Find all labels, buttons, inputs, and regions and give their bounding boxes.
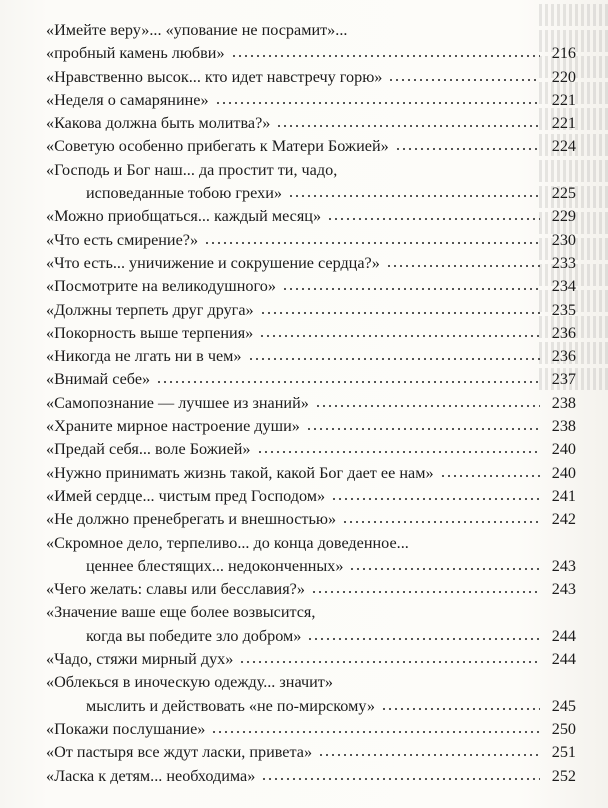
toc-entry-line: [46, 89, 576, 112]
toc-page-number: 240: [551, 463, 576, 482]
toc-entry-title: «пробный камень любви»: [46, 44, 225, 63]
toc-page-number: 221: [551, 114, 576, 133]
toc-entry-line: [46, 42, 576, 65]
toc-entry-line: [46, 229, 576, 252]
toc-entry: [46, 345, 576, 368]
toc-entry-line: [46, 532, 576, 555]
toc-entry-title: «Покажи послушание»: [46, 719, 206, 738]
dot-leader: [331, 487, 540, 501]
toc-page-number: 242: [551, 510, 576, 529]
toc-entry-title: «Какова должна быть молитва?»: [46, 114, 271, 133]
dot-leader: [386, 254, 540, 268]
toc-entry-title: «Чадо, стяжи мирный дух»: [46, 650, 234, 669]
toc-entry-continuation-line: [46, 555, 576, 578]
toc-entry-line: [46, 135, 576, 158]
toc-page-number: 216: [551, 44, 576, 63]
dot-leader: [306, 417, 540, 431]
dot-leader: [318, 743, 540, 757]
table-of-contents: [46, 19, 576, 788]
toc-entry-title: «Нравственно высок... кто идет навстречу горю»: [46, 67, 383, 86]
toc-entry-title: когда вы победите зло добром»: [86, 626, 302, 645]
toc-entry-line: [46, 438, 576, 461]
dot-leader: [307, 627, 540, 641]
toc-entry: [46, 205, 576, 228]
toc-entry-line: [46, 508, 576, 531]
toc-entry-title: исповеданные тобою грехи»: [86, 184, 282, 203]
dot-leader: [315, 394, 540, 408]
toc-entry-title: «Не должно пренебрегать и внешностью»: [46, 510, 337, 529]
toc-entry: [46, 462, 576, 485]
toc-entry-title: «Значение ваше еще более возвысится,: [46, 603, 316, 622]
toc-entry: [46, 508, 576, 531]
toc-entry-line: [46, 66, 576, 89]
toc-entry-line: [46, 252, 576, 275]
dot-leader: [211, 720, 540, 734]
toc-page-number: 245: [551, 696, 576, 715]
toc-entry: [46, 532, 576, 579]
toc-entry-title: «Внимай себе»: [46, 370, 151, 389]
toc-entry-line: [46, 485, 576, 508]
toc-entry-title: «Господь и Бог наш... да простит ти, чадо,: [46, 160, 338, 179]
toc-entry-title: «Самопознание — лучшее из знаний»: [46, 393, 309, 412]
toc-entry-continuation-line: [46, 695, 576, 718]
toc-entry-line: [46, 601, 576, 624]
toc-page-number: 238: [551, 393, 576, 412]
toc-entry: [46, 485, 576, 508]
dot-leader: [239, 650, 540, 664]
toc-entry-line: [46, 322, 576, 345]
toc-page-number: 252: [551, 766, 576, 785]
toc-entry-line: [46, 19, 576, 42]
toc-entry-title: «Нужно принимать жизнь такой, какой Бог дает ее нам»: [46, 463, 434, 482]
dot-leader: [395, 137, 540, 151]
dot-leader: [288, 184, 540, 198]
toc-page-number: 230: [551, 230, 576, 249]
toc-page-number: 234: [551, 277, 576, 296]
toc-page-number: 221: [551, 90, 576, 109]
toc-entry: [46, 392, 576, 415]
toc-page-number: 235: [551, 300, 576, 319]
toc-entry-continuation-line: [46, 182, 576, 205]
dot-leader: [327, 207, 540, 221]
toc-entry-line: [46, 648, 576, 671]
toc-entry-title: «От пастыря все ждут ласки, привета»: [46, 743, 313, 762]
dot-leader: [257, 440, 540, 454]
toc-entry-title: «Неделя о самарянине»: [46, 90, 209, 109]
toc-entry-line: [46, 462, 576, 485]
toc-entry-title: «Ласка к детям... необходима»: [46, 766, 256, 785]
toc-page-number: 241: [551, 486, 576, 505]
toc-entry-title: «Что есть смирение?»: [46, 230, 199, 249]
toc-entry-line: [46, 299, 576, 322]
dot-leader: [342, 510, 540, 524]
toc-page-number: 224: [551, 137, 576, 156]
toc-entry: [46, 19, 576, 42]
dot-leader: [282, 277, 540, 291]
dot-leader: [259, 324, 540, 338]
toc-entry-title: «Облекься в иноческую одежду... значит»: [46, 673, 333, 692]
toc-entry-line: [46, 275, 576, 298]
dot-leader: [276, 114, 540, 128]
dot-leader: [215, 91, 540, 105]
toc-entry-line: [46, 415, 576, 438]
toc-entry-title: «Имей сердце... чистым пред Господом»: [46, 486, 326, 505]
toc-entry: [46, 578, 576, 601]
toc-entry: [46, 135, 576, 158]
toc-page-number: 238: [551, 417, 576, 436]
toc-page-number: 240: [551, 440, 576, 459]
toc-entry: [46, 275, 576, 298]
dot-leader: [311, 580, 540, 594]
toc-entry: [46, 601, 576, 648]
toc-entry-title: «Храните мирное настроение души»: [46, 417, 300, 436]
toc-entry-title: «Предай себя... воле Божией»: [46, 440, 251, 459]
toc-entry: [46, 112, 576, 135]
toc-entry: [46, 159, 576, 206]
toc-entry-line: [46, 205, 576, 228]
toc-entry: [46, 42, 576, 65]
toc-entry: [46, 89, 576, 112]
dot-leader: [260, 301, 540, 315]
toc-page-number: 233: [551, 253, 576, 272]
toc-entry: [46, 671, 576, 718]
toc-entry-line: [46, 718, 576, 741]
toc-page-number: 244: [551, 650, 576, 669]
toc-entry: [46, 368, 576, 391]
toc-entry-title: «Советую особенно прибегать к Матери Божией»: [46, 137, 389, 156]
toc-entry-line: [46, 159, 576, 182]
toc-entry-title: «Скромное дело, терпеливо... до конца доведенное...: [46, 533, 409, 552]
toc-entry-continuation-line: [46, 625, 576, 648]
toc-entry: [46, 415, 576, 438]
toc-entry-title: «Никогда не лгать ни в чем»: [46, 347, 242, 366]
dot-leader: [156, 370, 540, 384]
toc-entry: [46, 229, 576, 252]
toc-entry-title: мыслить и действовать «не по-мирскому»: [86, 696, 375, 715]
toc-entry-title: «Должны терпеть друг друга»: [46, 300, 254, 319]
toc-entry-line: [46, 112, 576, 135]
toc-page-number: 225: [551, 184, 576, 203]
toc-entry-title: «Можно приобщаться... каждый месяц»: [46, 207, 322, 226]
toc-entry-title: ценнее блестящих... недоконченных»: [86, 556, 344, 575]
dot-leader: [261, 767, 540, 781]
toc-entry-title: «Имейте веру»... «упование не посрамит»...: [46, 21, 348, 39]
toc-entry-title: «Чего желать: славы или бесславия?»: [46, 580, 305, 599]
toc-entry: [46, 648, 576, 671]
toc-entry: [46, 66, 576, 89]
dot-leader: [440, 464, 540, 478]
toc-page-number: 229: [551, 207, 576, 226]
dot-leader: [381, 697, 540, 711]
toc-page-number: 243: [551, 556, 576, 575]
toc-entry: [46, 299, 576, 322]
toc-entry: [46, 322, 576, 345]
toc-page-number: 251: [551, 743, 576, 762]
toc-page-number: 244: [551, 626, 576, 645]
dot-leader: [388, 68, 540, 82]
toc-entry-line: [46, 741, 576, 764]
toc-page-number: 236: [551, 347, 576, 366]
dot-leader: [248, 347, 541, 361]
dot-leader: [204, 231, 540, 245]
toc-entry-line: [46, 578, 576, 601]
toc-page-number: 237: [551, 370, 576, 389]
toc-entry-title: «Посмотрите на великодушного»: [46, 277, 276, 296]
toc-entry-line: [46, 671, 576, 694]
toc-entry: [46, 718, 576, 741]
toc-page-number: 236: [551, 323, 576, 342]
toc-entry: [46, 741, 576, 764]
toc-entry: [46, 765, 576, 788]
toc-entry-line: [46, 368, 576, 391]
toc-entry: [46, 438, 576, 461]
toc-entry-line: [46, 765, 576, 788]
toc-page-number: 220: [551, 67, 576, 86]
toc-page-number: 250: [551, 719, 576, 738]
toc-page-number: 243: [551, 580, 576, 599]
toc-entry-line: [46, 392, 576, 415]
toc-entry-title: «Что есть... уничижение и сокрушение сердца?»: [46, 253, 380, 272]
toc-entry-line: [46, 345, 576, 368]
toc-entry: [46, 252, 576, 275]
toc-entry-title: «Покорность выше терпения»: [46, 323, 254, 342]
dot-leader: [349, 557, 540, 571]
dot-leader: [231, 44, 540, 58]
